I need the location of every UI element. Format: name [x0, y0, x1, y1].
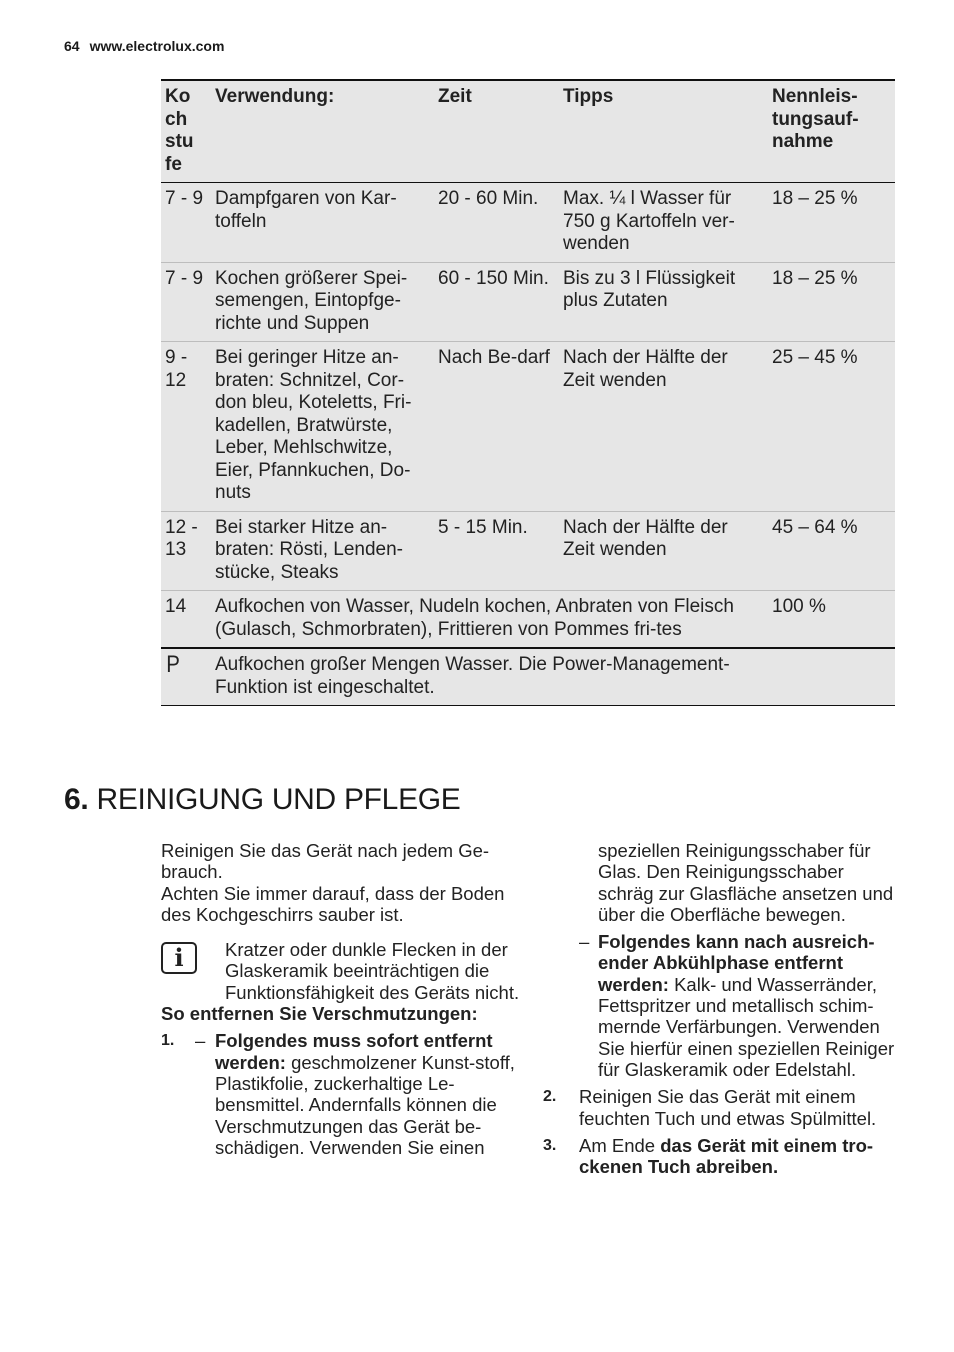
cell-tipps: Nach der Hälfte der Zeit wenden [559, 342, 768, 512]
page-header [64, 38, 224, 54]
info-icon: i [161, 942, 197, 974]
header-tipps: Tipps [559, 80, 768, 183]
step-3-bold: das Gerät mit einem tro-ckenen Tuch abreiben. [579, 1134, 874, 1178]
cell-verwendung: Bei geringer Hitze an-braten: Schnitzel, Cor-don bleu, Koteletts, Fri-kadellen, Bratwürste, Leber, Mehlschwitze, Eier, Pfannkuchen, Do-nuts [211, 342, 434, 512]
table-row [161, 342, 895, 512]
table-row-power [161, 648, 895, 706]
cell-verwendung: Bei starker Hitze an-braten: Rösti, Lenden-stücke, Steaks [211, 511, 434, 591]
step-1-dash-2 [543, 931, 903, 1080]
step-number: 1. [161, 1032, 175, 1050]
section-number: 6. [64, 783, 89, 816]
cell-stufe: 7 - 9 [161, 183, 211, 263]
header-verwendung: Verwendung: [211, 80, 434, 183]
cell-leistung: 18 – 25 % [768, 262, 895, 342]
right-column [543, 840, 903, 1177]
step-number: 3. [543, 1136, 557, 1154]
cell-stufe: 9 - 12 [161, 342, 211, 512]
cell-stufe: 14 [161, 591, 211, 649]
cell-tipps: Max. ¼ l Wasser für 750 g Kartoffeln ver-wenden [559, 183, 768, 263]
cell-zeit: 60 - 150 Min. [434, 262, 559, 342]
cooking-table [161, 79, 895, 706]
cell-zeit: Nach Be-darf [434, 342, 559, 512]
cell-empty [768, 648, 895, 706]
step-2-text: Reinigen Sie das Gerät mit einem feuchten Tuch und etwas Spülmittel. [579, 1086, 877, 1129]
step-1-bold: Folgendes muss sofort entfernt werden: [215, 1030, 493, 1073]
intro-paragraph-2: Achten Sie immer darauf, dass der Boden des Kochgeschirrs sauber ist. [161, 882, 505, 925]
info-text: Kratzer oder dunkle Flecken in der Glaskeramik beeinträchtigen die Funktionsfähigkeit des Geräts nicht. [225, 939, 520, 1003]
cell-zeit: 5 - 15 Min. [434, 511, 559, 591]
dash-bullet: – [579, 931, 590, 953]
step-2 [543, 1086, 903, 1129]
cell-zeit: 20 - 60 Min. [434, 183, 559, 263]
table-header-row [161, 80, 895, 183]
subheading: So entfernen Sie Verschmutzungen: [161, 1003, 478, 1025]
header-zeit: Zeit [434, 80, 559, 183]
left-column [161, 840, 531, 1158]
cell-verwendung-wide: Aufkochen von Wasser, Nudeln kochen, Anbraten von Fleisch (Gulasch, Schmorbraten), Frittieren von Pommes fri-tes [211, 591, 768, 649]
table-row [161, 183, 895, 263]
site-url: www.electrolux.com [89, 38, 225, 54]
cell-verwendung: Kochen größerer Spei-semengen, Eintopfge-richte und Suppen [211, 262, 434, 342]
cell-leistung: 45 – 64 % [768, 511, 895, 591]
step-1 [161, 1030, 531, 1158]
dash-2-bold: Folgendes kann nach ausreich-ender Abkühlphase entfernt werden: [598, 931, 875, 995]
cell-leistung: 100 % [768, 591, 895, 649]
step-3 [543, 1135, 903, 1178]
header-leistung: Nennleis- tungsauf- nahme [768, 80, 895, 183]
step-1-text: geschmolzener Kunst-stoff, Plastikfolie, zuckerhaltige Le-bensmittel. Andernfalls können die Verschmutzungen das Gerät be-schädigen. Verwenden Sie einen [215, 1051, 515, 1158]
cell-leistung: 25 – 45 % [768, 342, 895, 512]
section-title [64, 782, 461, 818]
power-symbol: P [161, 648, 211, 706]
step-number: 2. [543, 1088, 557, 1106]
cell-leistung: 18 – 25 % [768, 183, 895, 263]
cell-tipps: Nach der Hälfte der Zeit wenden [559, 511, 768, 591]
table-row [161, 262, 895, 342]
cell-stufe: 7 - 9 [161, 262, 211, 342]
page-number: 64 [64, 38, 80, 54]
section-heading: REINIGUNG UND PFLEGE [96, 783, 461, 816]
dash-2-text: Kalk- und Wasserränder, Fettspritzer und metallisch schim-mernde Verfärbungen. Verwenden Sie hierfür einen speziellen Reiniger für Glaskeramik oder Edelstahl. [598, 973, 895, 1080]
header-kochstufe: Ko ch stu fe [161, 80, 211, 183]
table-row [161, 591, 895, 649]
dash-bullet: – [195, 1030, 206, 1052]
cell-tipps: Bis zu 3 l Flüssigkeit plus Zutaten [559, 262, 768, 342]
cell-verwendung: Dampfgaren von Kar-toffeln [211, 183, 434, 263]
cell-power-text: Aufkochen großer Mengen Wasser. Die Power-Management-Funktion ist eingeschaltet. [211, 648, 768, 706]
table-row [161, 511, 895, 591]
cell-stufe: 12 - 13 [161, 511, 211, 591]
step-1-continuation: speziellen Reinigungsschaber für Glas. Den Reinigungsschaber schräg zur Glasfläche ansetzen und über die Oberfläche bewegen. [598, 840, 894, 925]
intro-paragraph-1: Reinigen Sie das Gerät nach jedem Ge-brauch. [161, 840, 490, 883]
info-note [161, 939, 531, 1003]
step-3-pre: Am Ende [579, 1134, 656, 1156]
